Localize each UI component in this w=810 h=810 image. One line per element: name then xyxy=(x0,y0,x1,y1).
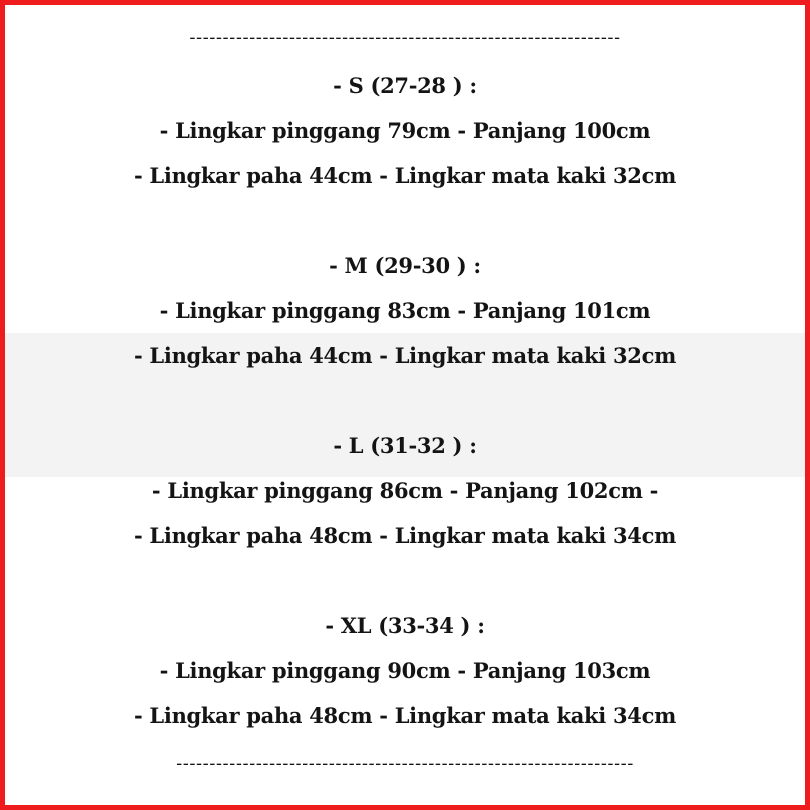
size-xl-waist-length: - Lingkar pinggang 90cm - Panjang 103cm xyxy=(159,658,651,683)
size-s-thigh-ankle: - Lingkar paha 44cm - Lingkar mata kaki 32cm xyxy=(134,163,676,188)
divider-top: ----------------------------------------------------------------- xyxy=(189,28,621,48)
size-s-waist-length: - Lingkar pinggang 79cm - Panjang 100cm xyxy=(159,118,651,143)
divider-bottom: --------------------------------------------------------------------- xyxy=(176,754,634,774)
size-l-thigh-ankle: - Lingkar paha 48cm - Lingkar mata kaki 34cm xyxy=(134,523,676,548)
size-m-label: - M (29-30 ) : xyxy=(329,253,481,278)
size-xl-label: - XL (33-34 ) : xyxy=(325,613,485,638)
size-l-waist-length: - Lingkar pinggang 86cm - Panjang 102cm - xyxy=(151,478,659,503)
size-l-label: - L (31-32 ) : xyxy=(333,433,477,458)
size-m-thigh-ankle: - Lingkar paha 44cm - Lingkar mata kaki 32cm xyxy=(134,343,676,368)
size-m-waist-length: - Lingkar pinggang 83cm - Panjang 101cm xyxy=(159,298,651,323)
size-xl-thigh-ankle: - Lingkar paha 48cm - Lingkar mata kaki 34cm xyxy=(134,703,676,728)
size-s-label: - S (27-28 ) : xyxy=(333,73,477,98)
